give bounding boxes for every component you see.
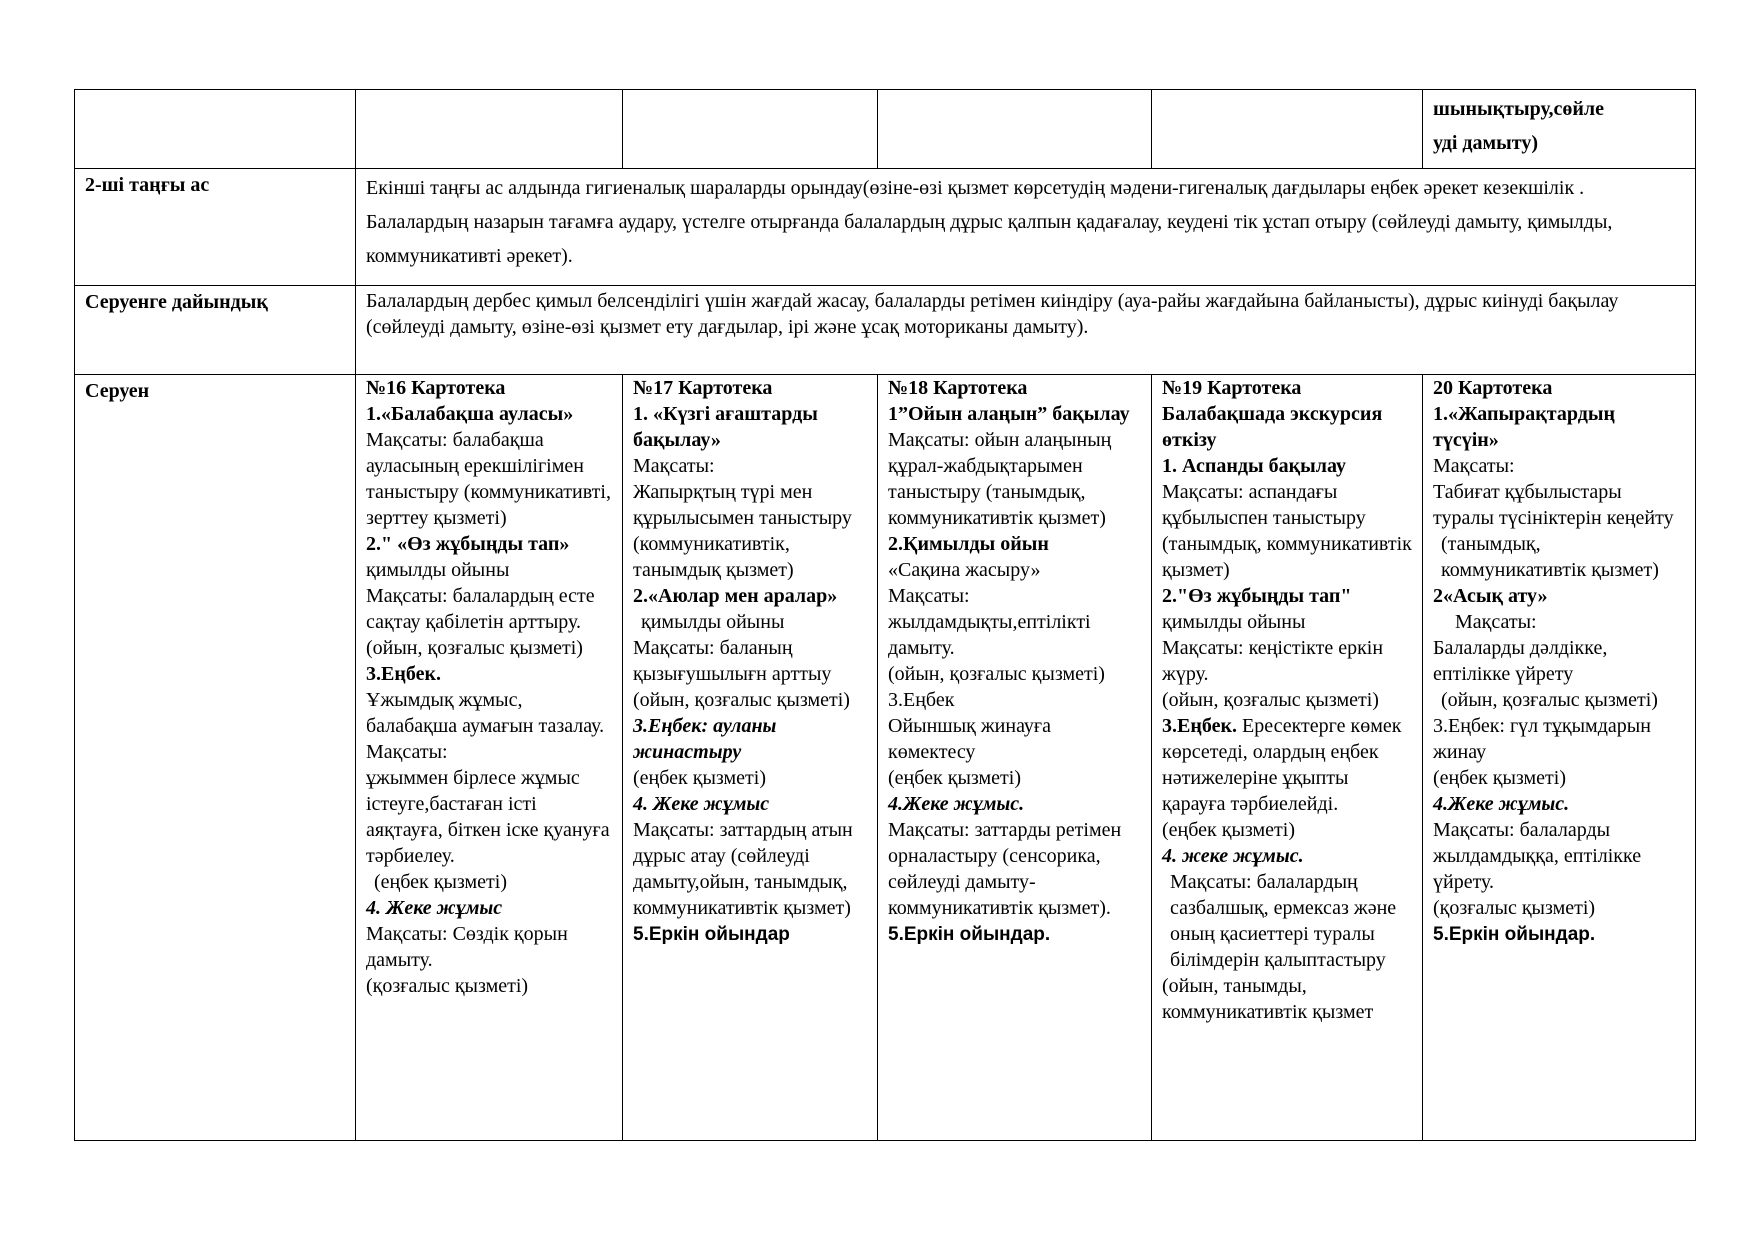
card-line [888,687,1141,713]
card-line-text: «Сақина жасыру» [888,559,1041,581]
card-line [1162,453,1412,479]
empty-cell [1152,90,1423,169]
card-line [888,583,1141,661]
card-line-text: (ойын, қозғалыс қызметі) [1162,689,1379,711]
card-line [1433,635,1685,687]
card-line [366,869,612,895]
card-line-text: қимылды ойыны [641,611,785,633]
empty-cell [75,90,356,169]
card-line [633,635,867,713]
card-line-text: Мақсаты: баланың қызығушылығн арттыу (ойын, қозғалыс қызметі) [633,637,850,711]
card-line-text: Мақсаты: [1455,611,1537,633]
card-line [1162,713,1412,817]
card-line [1433,401,1685,453]
card-line-text: 5.Еркін ойындар. [888,924,1051,945]
card-line [1433,479,1685,531]
card-line [888,713,1141,765]
card-line-tail: Ересектерге көмек көрсетеді, олардың еңбек нәтижелеріне ұқыпты қарауға тәрбиелейді. [1162,715,1402,815]
card-line-text: 1. «Күзгі ағаштарды бақылау» [633,403,818,451]
card-line [633,453,867,479]
card-line-text: (қозғалыс қызметі) [1433,897,1596,919]
card-line-text: 4. жеке жұмыс. [1162,845,1304,867]
card-line [633,401,867,453]
card-line [1162,375,1412,453]
card-line-text: №18 Картотека [888,377,1028,399]
table-row [75,375,1696,1141]
card-line [1162,609,1412,635]
card-line [366,401,612,427]
card-line-text: Балаларды дәлдікке, ептілікке үйрету [1433,637,1608,685]
card-line [1433,791,1685,817]
card-line [888,557,1141,583]
continued-text-line: уді дамыту) [1433,132,1538,154]
card-line [888,531,1141,557]
card-line [633,791,867,817]
card-line-text: Ойыншық жинауға көмектесу [888,715,1052,763]
card-line-text: Мақсаты: жылдамдықты,ептілікті дамыту. [888,585,1091,659]
continued-text-line: шынықтыру,сөйле [1433,98,1604,120]
card-line [633,583,867,609]
card-line [1162,973,1412,1025]
card-line-text: Мақсаты: балалардың сазбалшық, ермексаз және оның қасиеттері туралы білімдерін қалыптастыру [1170,871,1397,971]
card-line [888,661,1141,687]
row-label-second-breakfast: 2-ші таңғы ас [75,169,356,286]
card-line [888,401,1141,427]
card-line-text: Мақсаты: Сөздік қорын дамыту. [366,923,568,971]
card-line-text: Мақсаты: балабақша ауласының ерекшілігімен таныстыру (коммуникативті, зерттеу қызметі) [366,429,611,529]
card-line-text: (ойын, қозғалыс қызметі) [366,637,583,659]
card-line-text: 3.Еңбек [888,689,955,711]
card-line [366,583,612,635]
card-line-text: Мақсаты: заттарды ретімен орналастыру (сенсорика, сөйлеуді дамыту-коммуникативтік қызмет). [888,819,1122,919]
card-line-text: №19 Картотека Балабақшада экскурсия өткізу [1162,377,1383,451]
card-line [1162,479,1412,583]
card-line [1162,635,1412,687]
card-line [366,973,612,999]
card-line-text: 4. Жеке жұмыс [633,793,770,815]
table-row [75,169,1696,286]
continued-cell [1423,90,1696,169]
card-line-text: 3.Еңбек: гүл тұқымдарын жинау [1433,715,1651,763]
card-line-text: 4.Жеке жұмыс. [1433,793,1570,815]
card-line-text: №16 Картотека [366,377,506,399]
card-line [366,531,612,557]
card-line [1433,895,1685,921]
card-line [1162,583,1412,609]
card-line [1433,687,1685,713]
walk-card-19 [1152,375,1423,1141]
card-line [1433,713,1685,765]
card-line [366,765,612,869]
card-line [1162,869,1412,973]
card-line-text: 3.Еңбек. [1162,715,1237,737]
schedule-table [74,89,1696,1141]
empty-cell [356,90,623,169]
table-row [75,286,1696,375]
card-line [1433,531,1685,583]
card-line [366,921,612,973]
card-line [1433,583,1685,609]
card-line [1162,843,1412,869]
card-line-text: №17 Картотека [633,377,773,399]
card-line-text: Мақсаты: [366,741,448,763]
card-line-text: 2."Өз жұбыңды тап" [1162,585,1352,607]
card-line-text: Мақсаты: балаларды жылдамдыққа, ептілікке үйрету. [1433,819,1642,893]
card-line [633,921,867,948]
card-line-text: Мақсаты: аспандағы құбылыспен таныстыру (танымдық, коммуникативтік қызмет) [1162,481,1412,581]
card-line [366,895,612,921]
row-label-walk: Серуен [75,375,356,1141]
card-line-text: Жапырқтың түрі мен құрылысымен таныстыру (коммуникативтік, танымдық қызмет) [633,481,852,581]
card-line [1433,765,1685,791]
card-line-text: Мақсаты: [633,455,715,477]
card-line [1162,817,1412,843]
walk-card-20 [1423,375,1696,1141]
card-line-text: (еңбек қызметі) [888,767,1022,789]
walk-prep-text: Балалардың дербес қимыл белсенділігі үшін жағдай жасау, балаларды ретімен киіндіру (ауа-райы жағдайына байланысты), дұрыс киінуді бақылау (сөйлеуді дамыту, өзіне-өзі қызмет ету дағдылар, ірі және ұсақ моториканы дамыту). [356,286,1696,375]
card-line [633,479,867,583]
card-line-text: 4. Жеке жұмыс [366,897,503,919]
card-line-text: 1. Аспанды бақылау [1162,455,1346,477]
card-line [1162,687,1412,713]
card-line-text: Мақсаты: ойын алаңының құрал-жабдықтарымен таныстыру (танымдық, коммуникативтік қызмет) [888,429,1112,529]
card-line [366,635,612,661]
card-line-text: 2.Қимылды ойын [888,533,1049,555]
card-line [888,427,1141,531]
card-line [1433,921,1685,948]
card-line [633,817,867,921]
card-line [1433,453,1685,479]
second-breakfast-text: Екінші таңғы ас алдында гигиеналық шараларды орындау(өзіне-өзі қызмет көрсетудің мәдени-гигеналық дағдылары еңбек әрекет кезекшілік . Балалардың назарын тағамға аудару, үстелге отырғанда балалардың дұрыс қалпын қадағалау, кеудені тік ұстап отыру (сөйлеуді дамыту, қимылды, коммуникативті әрекет). [356,169,1696,286]
card-line-text: (ойын, танымды, коммуникативтік қызмет [1162,975,1374,1023]
card-line [633,765,867,791]
card-line-text: (қозғалыс қызметі) [366,975,529,997]
card-line [366,557,612,583]
card-line [1433,375,1685,401]
card-line [366,739,612,765]
card-line [888,765,1141,791]
card-line-text: Мақсаты: заттардың атын дұрыс атау (сөйлеуді дамыту,ойын, танымдық, коммуникативтік қызмет) [633,819,853,919]
card-line-text: қимылды ойыны [1162,611,1306,633]
card-line-text: (танымдық, коммуникативтік қызмет) [1441,533,1659,581]
row-label-walk-prep: Серуенге дайындық [75,286,356,375]
card-line-text: 3.Еңбек: ауланы жинастыру [633,715,777,763]
card-line [888,817,1141,921]
card-line-text: Ұжымдық жұмыс, балабақша аумағын тазалау. [366,689,605,737]
card-line [888,375,1141,401]
card-line-text: 5.Еркін ойындар. [1433,924,1596,945]
empty-cell [878,90,1152,169]
table-row [75,90,1696,169]
card-line-text: қимылды ойыны [366,559,510,581]
card-line [366,375,612,401]
card-line [366,427,612,531]
card-line-text: 1.«Балабақша ауласы» [366,403,574,425]
card-line-text: 2.«Аюлар мен аралар» [633,585,838,607]
card-line-text: (еңбек қызметі) [633,767,767,789]
empty-cell [623,90,878,169]
card-line [633,713,867,765]
card-line [366,661,612,687]
card-line-text: 1.«Жапырақтардың түсүін» [1433,403,1615,451]
card-line-text: 2." «Өз жұбыңды тап» [366,533,570,555]
card-line-text: Мақсаты: [1433,455,1515,477]
card-line-text: 1”Ойын алаңын” бақылау [888,403,1130,425]
walk-card-18 [878,375,1152,1141]
card-line-text: 5.Еркін ойындар [633,924,790,945]
card-line-text: (еңбек қызметі) [374,871,508,893]
card-line-text: (еңбек қызметі) [1433,767,1567,789]
card-line-text: 3.Еңбек. [366,663,441,685]
walk-card-17 [623,375,878,1141]
card-line-text: Табиғат құбылыстары туралы түсініктерін кеңейту [1433,481,1674,529]
card-line [633,375,867,401]
card-line [1433,817,1685,895]
card-line-text: 20 Картотека [1433,377,1553,399]
card-line-text: Мақсаты: кеңістікте еркін жүру. [1162,637,1384,685]
card-line-text: 2«Асық ату» [1433,585,1548,607]
card-line [633,609,867,635]
card-line-text: (ойын, қозғалыс қызметі) [888,663,1105,685]
walk-card-16 [356,375,623,1141]
card-line [1433,609,1685,635]
card-line [888,921,1141,948]
card-line-text: ұжыммен бірлесе жұмыс істеуге,бастаған істі аяқтауға, біткен іске қуануға тәрбиелеу. [366,767,610,867]
card-line [888,791,1141,817]
card-line-text: (ойын, қозғалыс қызметі) [1441,689,1658,711]
card-line-text: (еңбек қызметі) [1162,819,1296,841]
card-line [366,687,612,739]
card-line-text: Мақсаты: балалардың есте сақтау қабілетін арттыру. [366,585,595,633]
card-line-text: 4.Жеке жұмыс. [888,793,1025,815]
